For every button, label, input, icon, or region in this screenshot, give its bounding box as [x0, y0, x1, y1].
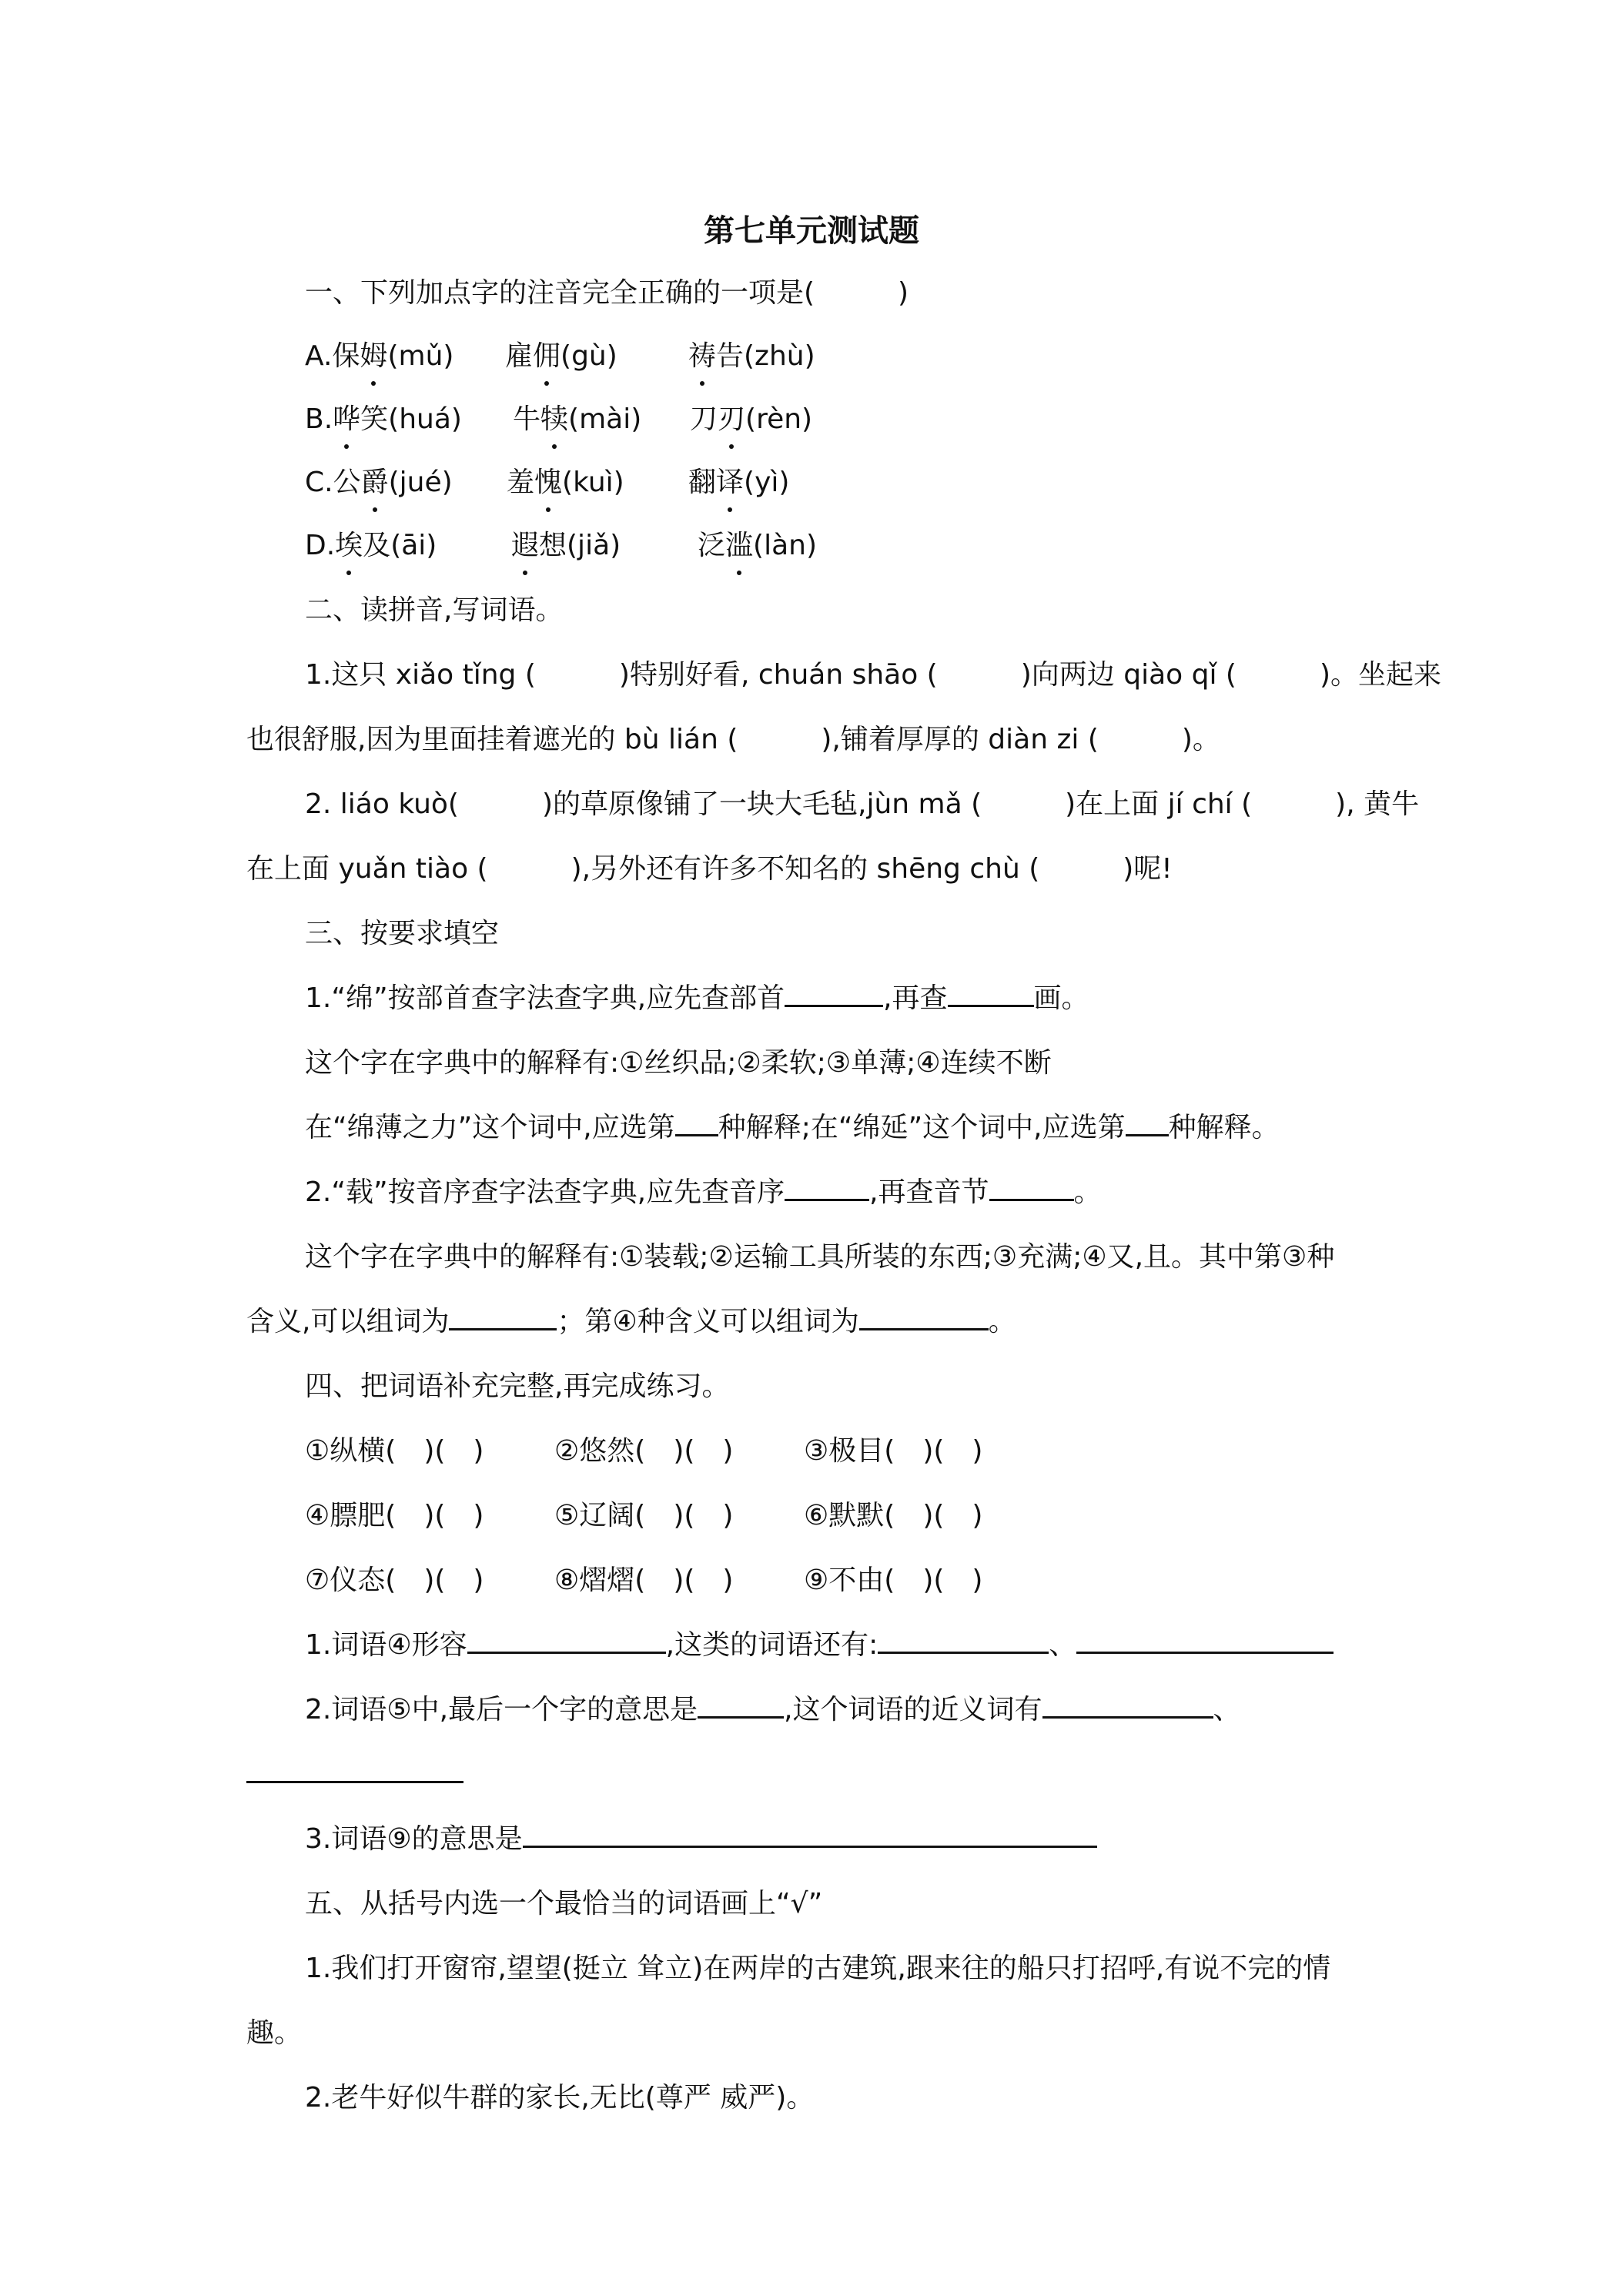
- q4-word-item: ③极目( )( ): [804, 1435, 983, 1467]
- answer-blank[interactable]: [523, 1818, 1097, 1848]
- q3-line-5: 这个字在字典中的解释有:①装载;②运输工具所装的东西;③充满;④又,且。其中第③种: [305, 1241, 1335, 1273]
- option-b-word-1: B.哗笑(huá): [305, 397, 513, 442]
- answer-blank[interactable]: [948, 977, 1034, 1007]
- q3-line-3-text-c: 种解释。: [1168, 1112, 1280, 1143]
- q3-line-6-text-b: ；第④种含义可以组词为: [557, 1306, 859, 1337]
- answer-blank[interactable]: [785, 977, 883, 1007]
- q4-s1-text-a: 1.词语④形容: [305, 1629, 467, 1661]
- q4-word-item: ⑤辽阔( )( ): [554, 1500, 734, 1531]
- option-a-word-2: 雇佣(gù): [505, 334, 688, 379]
- q4-sub-question-3: [305, 1817, 1469, 1862]
- q2-paragraph-2-line-1: 2. liáo kuò( )的草原像铺了一块大毛毡,jùn mǎ ( )在上面 jí chí ( ), 黄牛: [305, 788, 1420, 820]
- q4-sub-question-2-continuation: [246, 1752, 1469, 1797]
- answer-blank[interactable]: [1042, 1689, 1213, 1719]
- q4-s1-text-b: ,这类的词语还有:: [665, 1629, 878, 1661]
- q5-sentence-1-line-2: 趣。: [246, 2017, 303, 2049]
- q4-word-row-1: [305, 1429, 1469, 1474]
- q1-option-a: [305, 334, 1469, 379]
- answer-blank[interactable]: [449, 1300, 557, 1330]
- option-d-word-3: 泛滥(làn): [698, 524, 817, 568]
- answer-blank[interactable]: [1076, 1624, 1334, 1654]
- option-c-word-1: C.公爵(jué): [305, 460, 507, 505]
- q4-word-item: ⑦仪态( )( ): [305, 1565, 484, 1596]
- option-a-word-1: A.保姆(mǔ): [305, 334, 505, 379]
- q3-line-4-text-c: 。: [1073, 1176, 1102, 1208]
- q5-heading: 五、从括号内选一个最恰当的词语画上“√”: [305, 1888, 823, 1919]
- option-b-word-3: 刀刃(rèn): [690, 397, 812, 442]
- q4-word-item: ⑥默默( )( ): [804, 1500, 983, 1531]
- q4-word-row-2: [305, 1494, 1469, 1538]
- answer-blank[interactable]: [989, 1171, 1074, 1201]
- q2-heading: 二、读拼音,写词语。: [305, 594, 564, 626]
- q3-line-1-text-c: 画。: [1033, 982, 1089, 1014]
- q4-word-item: ①纵横( )( ): [305, 1435, 484, 1467]
- q3-line-1: [305, 976, 1469, 1021]
- answer-blank[interactable]: [675, 1106, 718, 1136]
- q3-line-1-text-a: 1.“绵”按部首查字法查字典,应先查部首: [305, 982, 785, 1014]
- q3-line-4-text-a: 2.“载”按音序查字法查字典,应先查音序: [305, 1176, 785, 1208]
- answer-blank[interactable]: [467, 1624, 666, 1654]
- q4-s1-text-c: 、: [1049, 1629, 1077, 1661]
- q3-line-4-text-b: ,再查音节: [869, 1176, 989, 1208]
- q2-paragraph-1-line-2: 也很舒服,因为里面挂着遮光的 bù lián ( ),铺着厚厚的 diàn zi ( )。: [246, 724, 1220, 755]
- q3-line-6: [246, 1300, 1469, 1344]
- q3-line-1-text-b: ,再查: [883, 982, 948, 1014]
- option-d-word-2: 遐想(jiǎ): [511, 524, 698, 568]
- q3-heading: 三、按要求填空: [305, 918, 500, 949]
- q1-option-c: [305, 460, 1469, 505]
- option-d-word-1: D.埃及(āi): [305, 524, 511, 568]
- answer-blank[interactable]: [246, 1753, 463, 1783]
- q2-paragraph-1-line-1: 1.这只 xiǎo tǐng ( )特别好看, chuán shāo ( )向两边 qiào qǐ ( )。坐起来: [305, 659, 1441, 691]
- q1-option-d: [305, 524, 1469, 568]
- answer-blank[interactable]: [698, 1689, 784, 1719]
- answer-blank[interactable]: [878, 1624, 1049, 1654]
- page-title: 第七单元测试题: [704, 213, 919, 249]
- q4-s2-text-b: ,这个词语的近义词有: [784, 1694, 1042, 1725]
- q4-s2-text-a: 2.词语⑤中,最后一个字的意思是: [305, 1694, 698, 1725]
- option-a-word-3: 祷告(zhù): [688, 334, 815, 379]
- q4-sub-question-1: [305, 1623, 1469, 1668]
- q4-heading: 四、把词语补充完整,再完成练习。: [305, 1371, 730, 1402]
- q2-paragraph-2-line-2: 在上面 yuǎn tiào ( ),另外还有许多不知名的 shēng chù ( )呢!: [246, 853, 1173, 885]
- q5-sentence-2: 2.老牛好似牛群的家长,无比(尊严 威严)。: [305, 2082, 815, 2114]
- q4-word-item: ④膘肥( )( ): [305, 1500, 484, 1531]
- option-c-word-2: 羞愧(kuì): [507, 460, 688, 505]
- q3-line-6-text-a: 含义,可以组词为: [246, 1306, 450, 1337]
- answer-blank[interactable]: [1126, 1106, 1169, 1136]
- q4-s2-text-c: 、: [1213, 1694, 1241, 1725]
- q3-line-4: [305, 1170, 1469, 1215]
- q1-option-b: [305, 397, 1469, 442]
- answer-blank[interactable]: [785, 1171, 869, 1201]
- option-c-word-3: 翻译(yì): [688, 460, 789, 505]
- q3-line-3-text-b: 种解释;在“绵延”这个词中,应选第: [718, 1112, 1126, 1143]
- q5-sentence-1-line-1: 1.我们打开窗帘,望望(挺立 耸立)在两岸的古建筑,跟来往的船只打招呼,有说不完的情: [305, 1953, 1331, 1984]
- q4-word-item: ②悠然( )( ): [554, 1435, 734, 1467]
- q3-line-3-text-a: 在“绵薄之力”这个词中,应选第: [305, 1112, 675, 1143]
- q4-word-item: ⑨不由( )( ): [804, 1565, 983, 1596]
- q3-line-2: 这个字在字典中的解释有:①丝织品;②柔软;③单薄;④连续不断: [305, 1047, 1052, 1079]
- option-b-word-2: 牛犊(mài): [513, 397, 690, 442]
- q1-heading: 一、下列加点字的注音完全正确的一项是( ): [305, 277, 909, 309]
- answer-blank[interactable]: [859, 1300, 989, 1330]
- q4-s3-text: 3.词语⑨的意思是: [305, 1823, 523, 1855]
- q3-line-6-text-c: 。: [988, 1306, 1016, 1337]
- q3-line-3: [305, 1106, 1469, 1150]
- q4-sub-question-2: [305, 1688, 1469, 1732]
- q4-word-item: ⑧熠熠( )( ): [554, 1565, 734, 1596]
- q4-word-row-3: [305, 1558, 1469, 1603]
